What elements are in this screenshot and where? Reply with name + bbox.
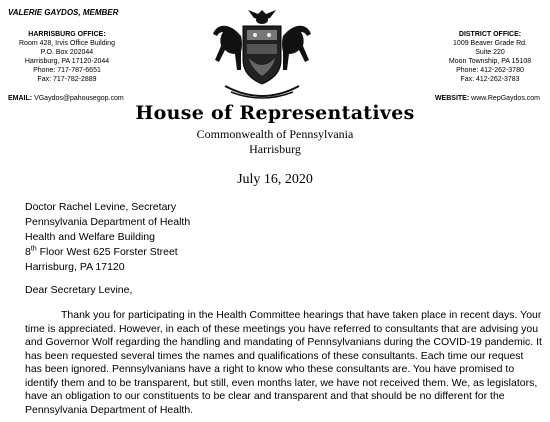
district-office-line: 1009 Beaver Grade Rd. <box>453 40 527 47</box>
harrisburg-office-line: P.O. Box 202044 <box>40 49 94 56</box>
recipient-city: Harrisburg, PA 17120 <box>25 261 125 273</box>
recipient-department: Pennsylvania Department of Health <box>25 216 191 228</box>
district-office-line: Phone: 412-262-3780 <box>456 67 524 74</box>
district-office-line: Moon Township, PA 15108 <box>448 58 532 65</box>
left-horse-icon <box>213 26 242 70</box>
eagle-icon <box>248 10 276 24</box>
harrisburg-office-title: HARRISBURG OFFICE: <box>28 31 106 38</box>
harrisburg-office-line: Room 428, Irvis Office Building <box>19 40 115 47</box>
letter-body-paragraph <box>25 309 543 417</box>
website-label: WEBSITE: <box>434 95 470 102</box>
shield-icon <box>243 26 281 84</box>
recipient-street <box>25 245 190 260</box>
recipient-name: Doctor Rachel Levine, Secretary <box>25 201 177 213</box>
district-office <box>440 30 540 84</box>
right-horse-icon <box>282 26 311 70</box>
floor-ordinal: th <box>30 245 37 253</box>
commonwealth-subtitle: Commonwealth of Pennsylvania <box>196 127 354 141</box>
district-office-line: Suite 220 <box>475 49 505 56</box>
coat-of-arms-seal <box>197 6 327 106</box>
letter-body-text: Thank you for participating in the Health Committee hearings that have taken place in recent days. Your time is appreciated. However, in each of these meetings you have referred to consultants that are advising you and Governor Wolf regarding the handling and mandating of Pennsylvanians during the COVID-19 pandemic. It has been requested several times the names and qualifications of these consultants. Each time our request has been ignored. Pennsylvanians have a right to know who these consultants are. You have promised to identify them and to be transparent, but still, even months later, we have not received them. We, as legislators, have an obligation to our constituents to be clear and transparent and that should be no different for the Pennsylvania Department of Health. <box>25 309 542 416</box>
harrisburg-office <box>8 30 126 84</box>
floor-number: 8 <box>25 246 31 258</box>
letter-date: July 16, 2020 <box>237 172 313 187</box>
street-line: Floor West 625 Forster Street <box>36 246 178 258</box>
city-subtitle: Harrisburg <box>249 142 301 156</box>
email-address[interactable]: VGaydos@pahousegop.com <box>34 95 124 102</box>
salutation: Dear Secretary Levine, <box>25 284 133 296</box>
district-office-title: DISTRICT OFFICE: <box>458 31 522 38</box>
house-of-representatives-title: House of Representatives <box>135 102 415 124</box>
harrisburg-office-line: Fax: 717-782-2889 <box>37 76 97 83</box>
recipient-address <box>25 200 190 275</box>
email-label: EMAIL: <box>8 95 33 102</box>
harrisburg-office-line: Phone: 717-787-6651 <box>33 67 101 74</box>
website-url[interactable]: www.RepGaydos.com <box>471 95 540 102</box>
harrisburg-office-line: Harrisburg, PA 17120-2044 <box>24 58 110 65</box>
recipient-building: Health and Welfare Building <box>25 231 155 243</box>
member-name: VALERIE GAYDOS, MEMBER <box>8 8 119 17</box>
district-office-line: Fax: 412-262-3783 <box>460 76 520 83</box>
ribbon-icon <box>225 86 299 98</box>
